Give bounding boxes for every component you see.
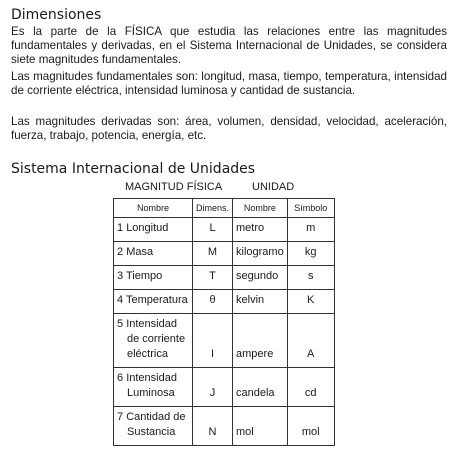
magnitude-name: Longitud: [126, 222, 169, 234]
unit-name-cell: metro: [233, 218, 288, 242]
magnitude-name-cell: [114, 368, 193, 407]
dimension-cell: I: [193, 314, 233, 368]
unit-symbol-cell: K: [287, 290, 334, 314]
dimension-cell: M: [193, 242, 233, 266]
unit-symbol-cell: m: [287, 218, 334, 242]
magnitude-name-cell: [114, 218, 193, 242]
table-row: [114, 314, 335, 368]
magnitude-name: Masa: [126, 246, 154, 258]
magnitude-name-line: Cantidad de: [126, 411, 186, 423]
row-number: 1: [117, 222, 124, 234]
row-number: 2: [117, 246, 124, 258]
intro-paragraph: Es la parte de la FÍSICA que estudia las relaciones entre las magnitudes fundamentales y derivadas, en el Sistema Internacional de Unidades, se considera siete magnitudes fundamentales.: [11, 25, 447, 66]
table-row: [114, 368, 335, 407]
dimension-cell: J: [193, 368, 233, 407]
row-number: 6: [117, 372, 124, 384]
row-number: 3: [117, 270, 124, 282]
unit-symbol-cell: kg: [287, 242, 334, 266]
table-row: [114, 290, 335, 314]
table-title: Sistema Internacional de Unidades: [11, 161, 256, 177]
row-number: 4: [117, 294, 124, 306]
magnitude-name-line: Luminosa: [127, 387, 175, 399]
col-header-unit-nombre: Nombre: [233, 199, 288, 218]
table-row: [114, 407, 335, 446]
col-header-dimens: Dimens.: [193, 199, 233, 218]
unit-name-cell: kilogramo: [233, 242, 288, 266]
magnitude-name-line: eléctrica: [127, 348, 168, 360]
magnitude-name: Tiempo: [125, 270, 163, 282]
unit-symbol-cell: mol: [287, 407, 334, 446]
unit-name-cell: mol: [233, 407, 288, 446]
dimension-cell: N: [193, 407, 233, 446]
dimension-cell: L: [193, 218, 233, 242]
derived-magnitudes-paragraph: Las magnitudes derivadas son: área, volumen, densidad, velocidad, aceleración, fuerza, trabajo, potencia, energía, etc.: [11, 115, 447, 142]
row-number: 5: [117, 318, 124, 330]
section-title: Dimensiones: [11, 7, 102, 23]
magnitude-name-cell: [114, 242, 193, 266]
magnitude-name-cell: [114, 314, 193, 368]
magnitude-name-line: Sustancia: [127, 426, 176, 438]
units-table: [113, 198, 335, 446]
magnitude-name-cell: [114, 266, 193, 290]
unit-symbol-cell: cd: [287, 368, 334, 407]
col-header-simbolo: Símbolo: [287, 199, 334, 218]
fundamental-magnitudes-paragraph: Las magnitudes fundamentales son: longitud, masa, tiempo, temperatura, intensidad de corriente eléctrica, intensidad luminosa y cantidad de sustancia.: [11, 70, 447, 97]
table-row: [114, 266, 335, 290]
dimension-cell: T: [193, 266, 233, 290]
table-row: [114, 218, 335, 242]
unit-symbol-cell: A: [287, 314, 334, 368]
magnitude-name-line: de corriente: [127, 333, 186, 345]
unit-name-cell: segundo: [233, 266, 288, 290]
magnitude-name-cell: [114, 407, 193, 446]
unit-name-cell: candela: [233, 368, 288, 407]
col-header-nombre: Nombre: [114, 199, 193, 218]
magnitude-name-cell: [114, 290, 193, 314]
group-header-magnitud: MAGNITUD FÍSICA: [125, 181, 223, 193]
unit-symbol-cell: s: [287, 266, 334, 290]
magnitude-name-line: Intensidad: [126, 372, 177, 384]
magnitude-name: Temperatura: [125, 294, 188, 306]
group-header-unidad: UNIDAD: [252, 181, 295, 193]
table-header-row: [114, 199, 335, 218]
dimension-cell: θ: [193, 290, 233, 314]
row-number: 7: [117, 411, 124, 423]
unit-name-cell: kelvin: [233, 290, 288, 314]
unit-name-cell: ampere: [233, 314, 288, 368]
magnitude-name-line: Intensidad: [126, 318, 177, 330]
table-row: [114, 242, 335, 266]
